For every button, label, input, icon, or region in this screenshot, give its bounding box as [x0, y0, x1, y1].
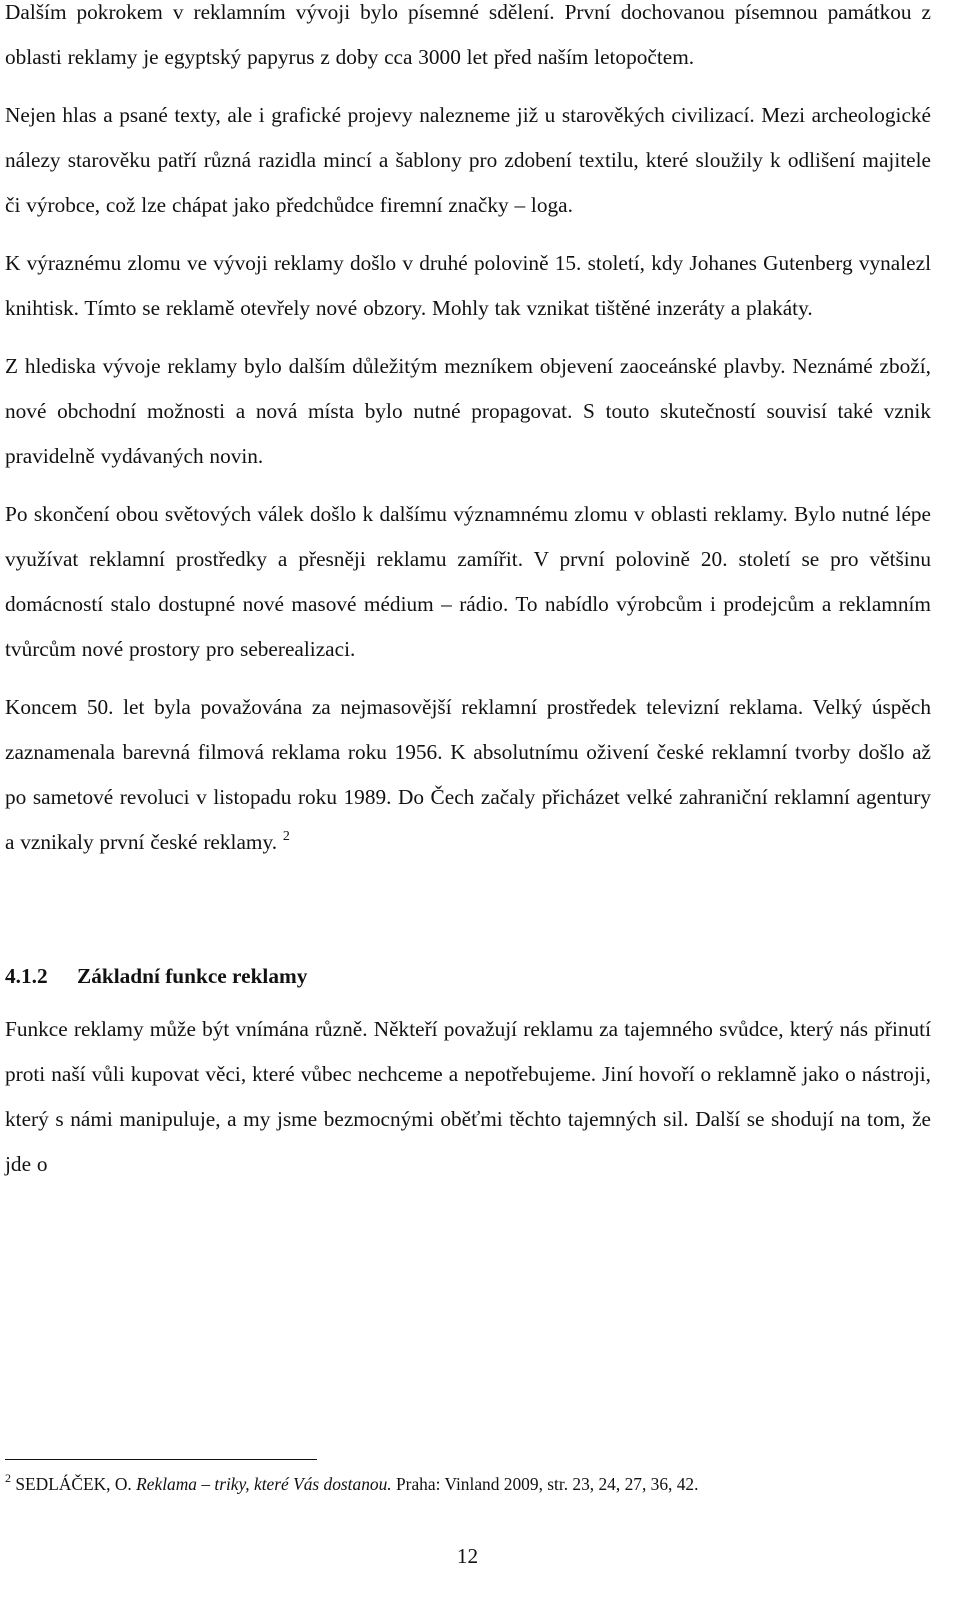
paragraph-written-message: Dalším pokrokem v reklamním vývoji bylo písemné sdělení. První dochovanou písemnou památkou z oblasti reklamy je egyptský papyrus z doby cca 3000 let před naším letopočtem.: [5, 0, 931, 69]
paragraph-television-advertising: [5, 685, 931, 865]
paragraph-ocean-voyages: Z hlediska vývoje reklamy bylo dalším důležitým mezníkem objevení zaoceánské plavby. Neznámé zboží, nové obchodní možnosti a nová místa bylo nutné propagovat. S touto skutečností souvisí také vznik pravidelně vydávaných novin.: [5, 354, 931, 468]
paragraph-printing-press: K výraznému zlomu ve vývoji reklamy došlo v druhé polovině 15. století, kdy Johanes Gutenberg vynalezl knihtisk. Tímto se reklamě otevřely nové obzory. Mohly tak vznikat tištěné inzeráty a plakáty.: [5, 251, 931, 320]
body-text: [5, 0, 931, 1200]
paragraph-ancient-civilizations: Nejen hlas a psané texty, ale i grafické projevy nalezneme již u starověkých civilizací. Mezi archeologické nálezy starověku patří různá razidla mincí a šablony pro zdobení textilu, které sloužily k odlišení majitele či výrobce, což lze chápat jako předchůdce firemní značky – loga.: [5, 103, 931, 217]
paragraph-advertising-functions: Funkce reklamy může být vnímána různě. Někteří považují reklamu za tajemného svůdce, který nás přinutí proti naší vůli kupovat věci, které vůbec nechceme a nepotřebujeme. Jiní hovoří o reklamně jako o nástroji, který s námi manipuluje, a my jsme bezmocnými oběťmi těchto tajemných sil. Další se shodují na tom, že jde o: [5, 1017, 931, 1176]
section-heading: [5, 954, 931, 999]
footnote-book-title: Reklama – triky, které Vás dostanou.: [136, 1474, 392, 1494]
footnote-marker: 2: [5, 1471, 11, 1485]
page-number: 12: [456, 1544, 479, 1568]
footnote: [5, 1472, 935, 1496]
footnote-separator: [5, 1459, 317, 1460]
footnote-publication: Praha: Vinland 2009, str. 23, 24, 27, 36, 42.: [396, 1474, 699, 1494]
section-number: 4.1.2: [5, 964, 48, 988]
paragraph-television-text: Koncem 50. let byla považována za nejmasovější reklamní prostředek televizní reklama. Velký úspěch zaznamenala barevná filmová reklama roku 1956. K absolutnímu oživení české reklamní tvorby došlo až po sametové revoluci v listopadu roku 1989. Do Čech začaly přicházet velké zahraniční reklamní agentury a vznikaly první české reklamy.: [5, 695, 931, 854]
section-title: Základní funkce reklamy: [77, 964, 308, 988]
paragraph-world-wars-radio: Po skončení obou světových válek došlo k dalšímu významnému zlomu v oblasti reklamy. Bylo nutné lépe využívat reklamní prostředky a přesněji reklamu zamířit. V první polovině 20. století se pro většinu domácností stalo dostupné nové masové médium – rádio. To nabídlo výrobcům i prodejcům a reklamním tvůrcům nové prostory pro seberealizaci.: [5, 502, 931, 661]
footnote-reference: 2: [282, 829, 290, 844]
footnote-author: SEDLÁČEK, O.: [15, 1474, 132, 1494]
